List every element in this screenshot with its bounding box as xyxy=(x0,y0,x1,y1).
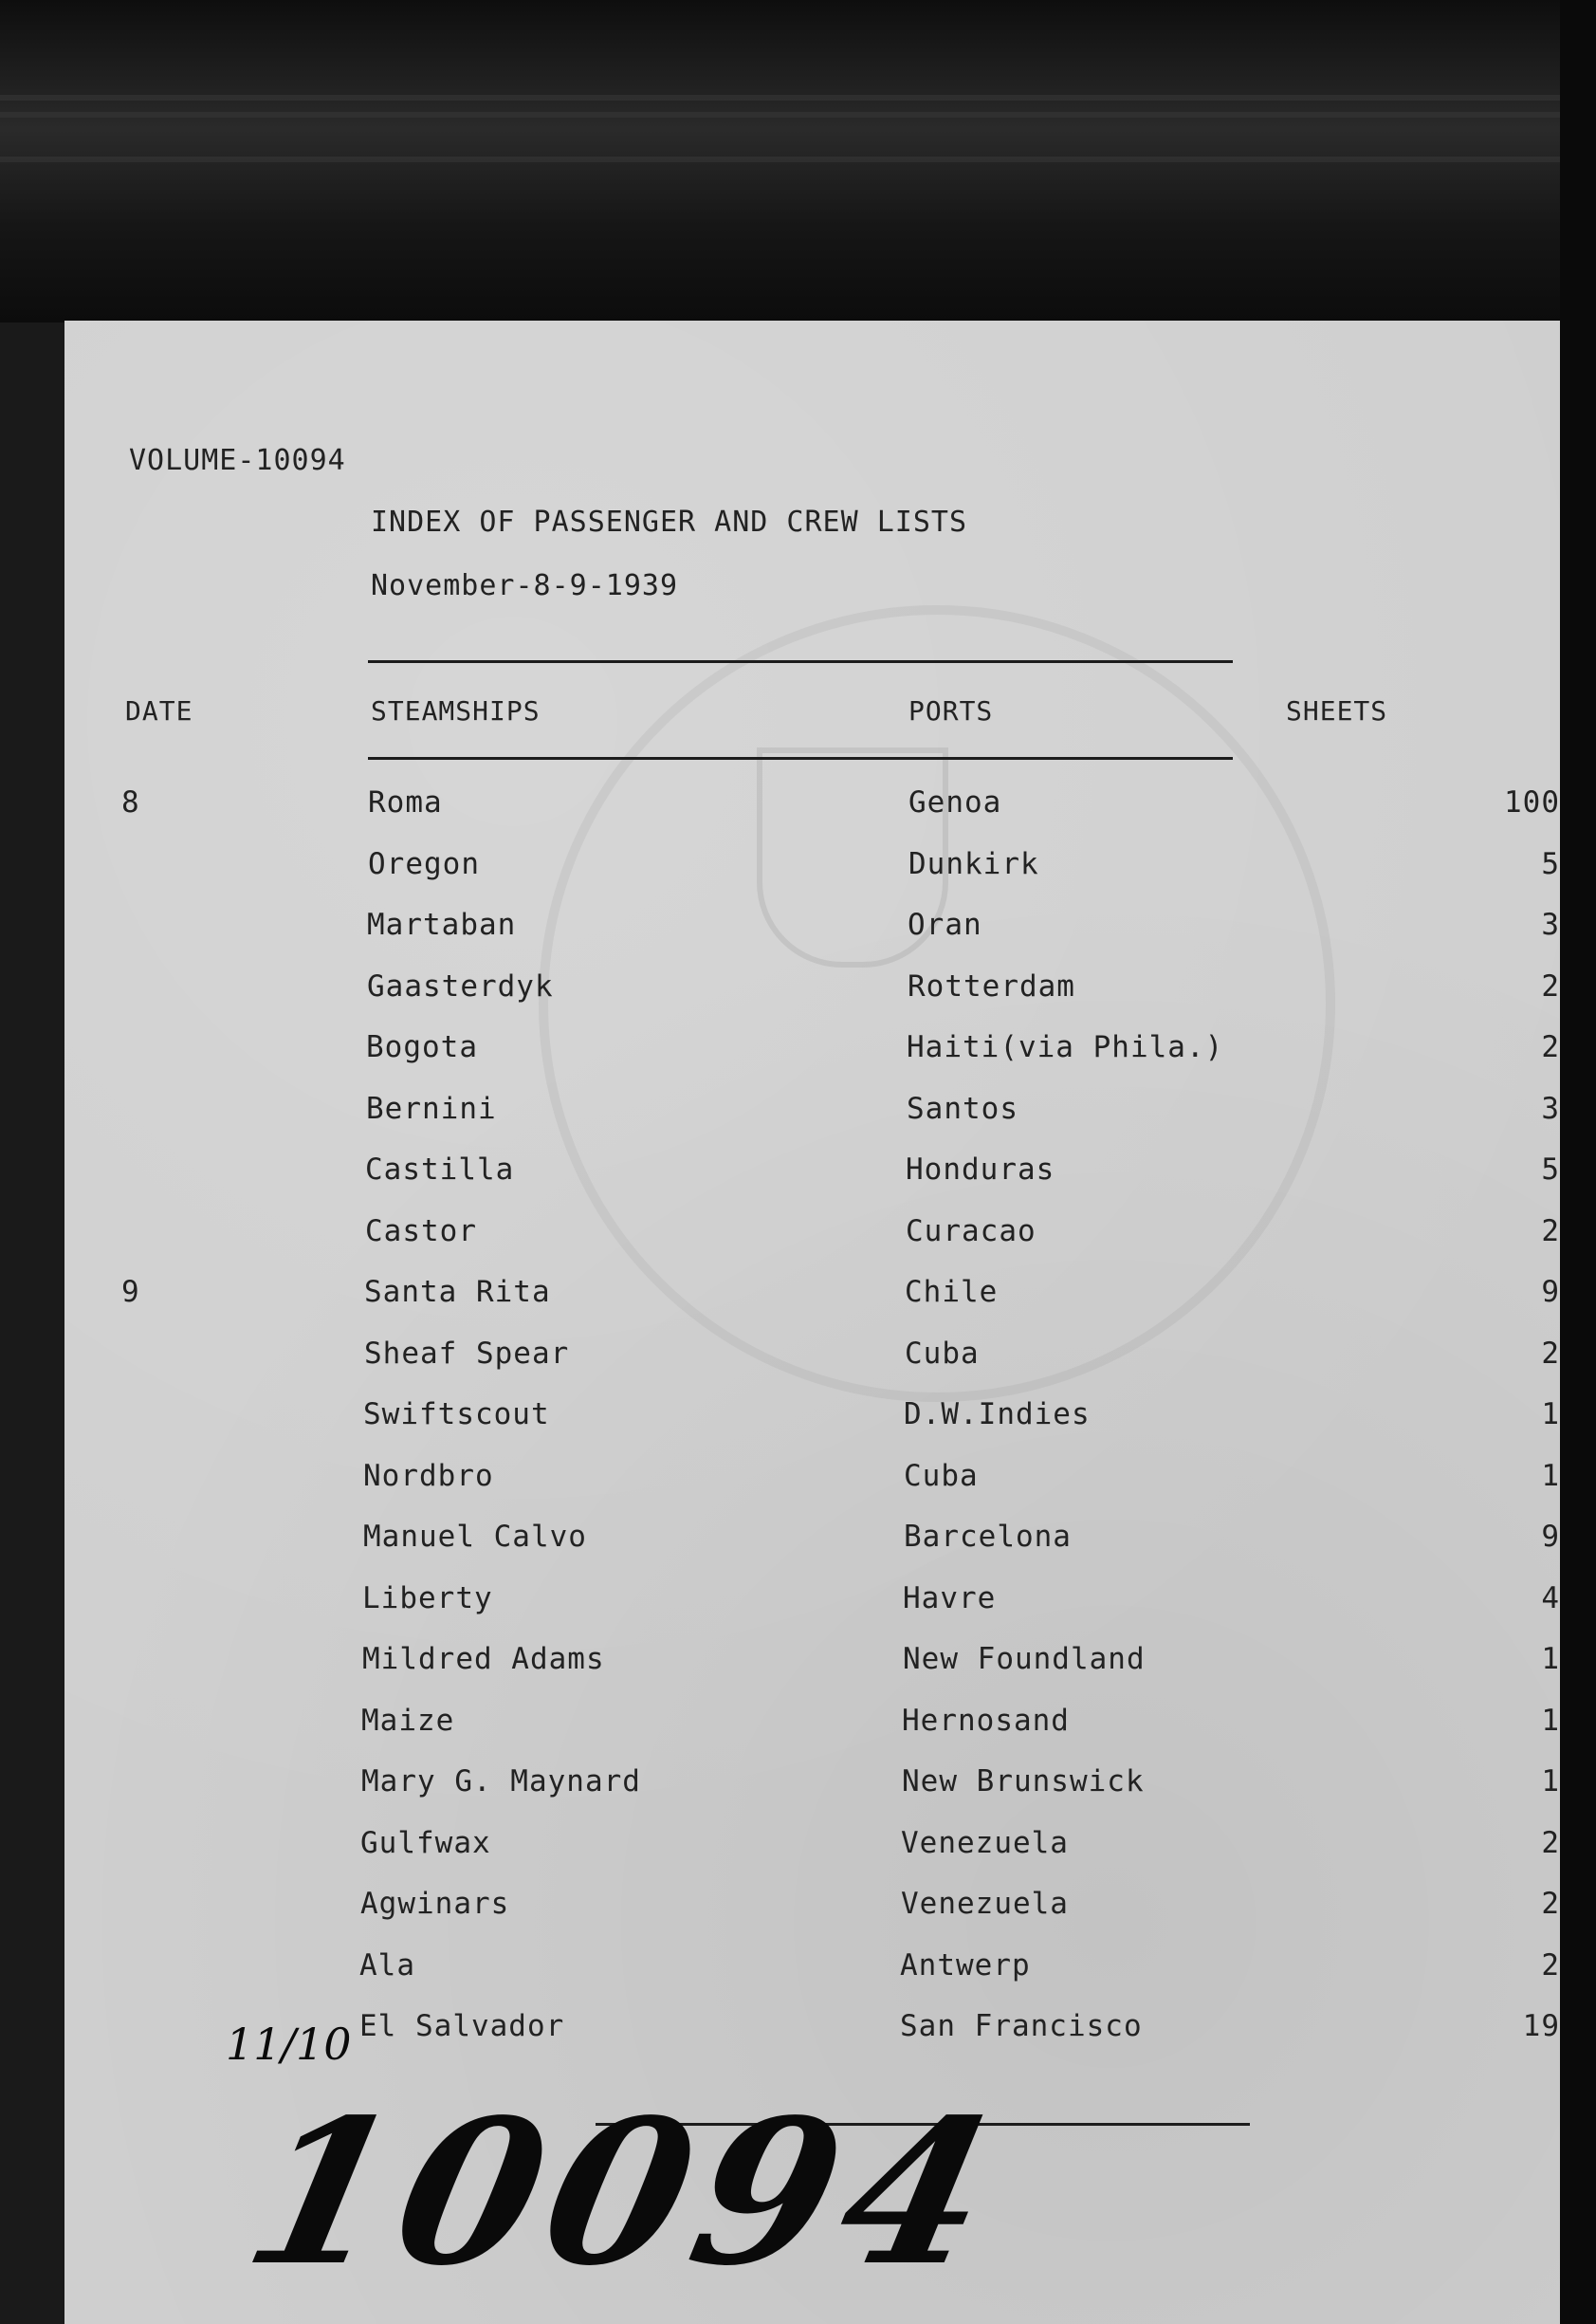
cell-sheets: 5 xyxy=(1541,1153,1560,1187)
cell-sheets: 9 xyxy=(1541,1520,1560,1554)
cell-sheets: 2 xyxy=(1541,1213,1560,1248)
date-line: November-8-9-1939 xyxy=(371,569,679,602)
handwritten-volume-number: 10094 xyxy=(229,2075,1019,2310)
table-row xyxy=(64,1275,1560,1322)
cell-ship: Oregon xyxy=(368,846,480,881)
table-row xyxy=(64,1704,1560,1751)
cell-ship: El Salvador xyxy=(359,2009,565,2043)
table-row xyxy=(64,908,1560,955)
cell-port: Venezuela xyxy=(901,1887,1069,1921)
cell-port: San Francisco xyxy=(900,2009,1143,2043)
cell-ship: Bernini xyxy=(366,1091,497,1126)
cell-sheets: 1 xyxy=(1541,1642,1560,1676)
cell-sheets: 2 xyxy=(1541,1887,1560,1921)
cell-sheets: 19 xyxy=(1522,2009,1560,2043)
cell-ship: Swiftscout xyxy=(363,1397,550,1431)
cell-port: Cuba xyxy=(905,1336,980,1371)
cell-port: Rotterdam xyxy=(908,968,1075,1004)
cell-port: D.W.Indies xyxy=(904,1397,1091,1431)
header-sheets: SHEETS xyxy=(1286,695,1388,727)
cell-port: Chile xyxy=(905,1275,999,1309)
table-row xyxy=(64,1337,1560,1384)
table-row xyxy=(64,1887,1560,1934)
cell-port: Haiti(via Phila.) xyxy=(907,1030,1224,1064)
cell-port: Oran xyxy=(908,908,982,942)
cell-ship: Bogota xyxy=(366,1030,478,1064)
cell-ship: Roma xyxy=(368,785,443,820)
table-row xyxy=(64,1459,1560,1506)
cell-sheets: 2 xyxy=(1541,968,1560,1004)
scan-top-border xyxy=(0,0,1596,323)
header-bottom-rule xyxy=(368,757,1233,760)
cell-port: Havre xyxy=(903,1580,997,1615)
cell-sheets: 2 xyxy=(1541,1947,1560,1983)
cell-sheets: 2 xyxy=(1541,1825,1560,1860)
cell-ship: Mary G. Maynard xyxy=(361,1764,641,1798)
header-date: DATE xyxy=(125,695,193,727)
document-page xyxy=(64,321,1560,2324)
table-row xyxy=(64,1214,1560,1262)
cell-ship: Maize xyxy=(361,1703,455,1738)
cell-port: Dunkirk xyxy=(908,846,1039,881)
cell-sheets: 2 xyxy=(1541,1030,1560,1064)
cell-port: New Brunswick xyxy=(902,1764,1145,1798)
cell-sheets: 3 xyxy=(1541,908,1560,942)
table-row xyxy=(64,1764,1560,1812)
table-row xyxy=(64,1826,1560,1873)
cell-ship: Agwinars xyxy=(360,1887,510,1921)
cell-port: Venezuela xyxy=(901,1825,1069,1860)
header-steamships: STEAMSHIPS xyxy=(371,695,541,727)
cell-sheets: 9 xyxy=(1541,1275,1560,1309)
cell-ship: Sheaf Spear xyxy=(364,1336,570,1371)
cell-sheets: 1 xyxy=(1541,1764,1560,1798)
cell-sheets: 5 xyxy=(1541,846,1560,881)
cell-date: 9 xyxy=(121,1275,140,1309)
scan-strip xyxy=(0,157,1596,162)
cell-sheets: 2 xyxy=(1541,1336,1560,1371)
cell-ship: Castilla xyxy=(365,1153,515,1187)
cell-port: Genoa xyxy=(908,785,1002,820)
handwritten-date-note: 11/10 xyxy=(226,2019,352,2070)
cell-sheets: 4 xyxy=(1541,1580,1560,1615)
cell-ship: Gulfwax xyxy=(360,1825,491,1860)
cell-ship: Liberty xyxy=(362,1580,493,1615)
cell-port: Santos xyxy=(907,1091,1018,1126)
document-title: INDEX OF PASSENGER AND CREW LISTS xyxy=(371,506,968,539)
table-row xyxy=(64,1030,1560,1078)
table-row xyxy=(64,1642,1560,1689)
table-row xyxy=(64,969,1560,1017)
cell-sheets: 3 xyxy=(1541,1091,1560,1126)
table-row xyxy=(64,1092,1560,1139)
header-ports: PORTS xyxy=(908,695,994,727)
cell-ship: Mildred Adams xyxy=(362,1642,605,1676)
cell-port: Barcelona xyxy=(904,1520,1072,1554)
cell-ship: Gaasterdyk xyxy=(367,968,554,1004)
table-row xyxy=(64,1948,1560,1996)
cell-ship: Manuel Calvo xyxy=(363,1520,587,1554)
cell-sheets: 100 xyxy=(1504,785,1560,820)
volume-label: VOLUME-10094 xyxy=(129,444,346,477)
cell-date: 8 xyxy=(121,785,140,820)
scan-strip xyxy=(0,112,1596,118)
table-row xyxy=(64,785,1560,833)
cell-ship: Santa Rita xyxy=(364,1275,551,1309)
cell-sheets: 1 xyxy=(1541,1397,1560,1431)
table-row xyxy=(64,847,1560,895)
cell-port: Hernosand xyxy=(902,1703,1070,1738)
cell-ship: Nordbro xyxy=(363,1458,494,1493)
table-row xyxy=(64,1581,1560,1629)
table-row xyxy=(64,1397,1560,1445)
cell-port: Cuba xyxy=(904,1458,979,1493)
cell-port: New Foundland xyxy=(903,1642,1146,1676)
table-row xyxy=(64,1520,1560,1567)
table-row xyxy=(64,1153,1560,1200)
cell-port: Antwerp xyxy=(900,1947,1031,1983)
header-top-rule xyxy=(368,660,1233,663)
cell-ship: Castor xyxy=(365,1213,477,1248)
cell-ship: Ala xyxy=(359,1947,415,1983)
cell-port: Honduras xyxy=(906,1153,1055,1187)
cell-ship: Martaban xyxy=(367,908,517,942)
scan-right-border xyxy=(1560,0,1596,2324)
scan-strip xyxy=(0,95,1596,101)
cell-sheets: 1 xyxy=(1541,1703,1560,1738)
cell-sheets: 1 xyxy=(1541,1458,1560,1493)
cell-port: Curacao xyxy=(906,1213,1036,1248)
